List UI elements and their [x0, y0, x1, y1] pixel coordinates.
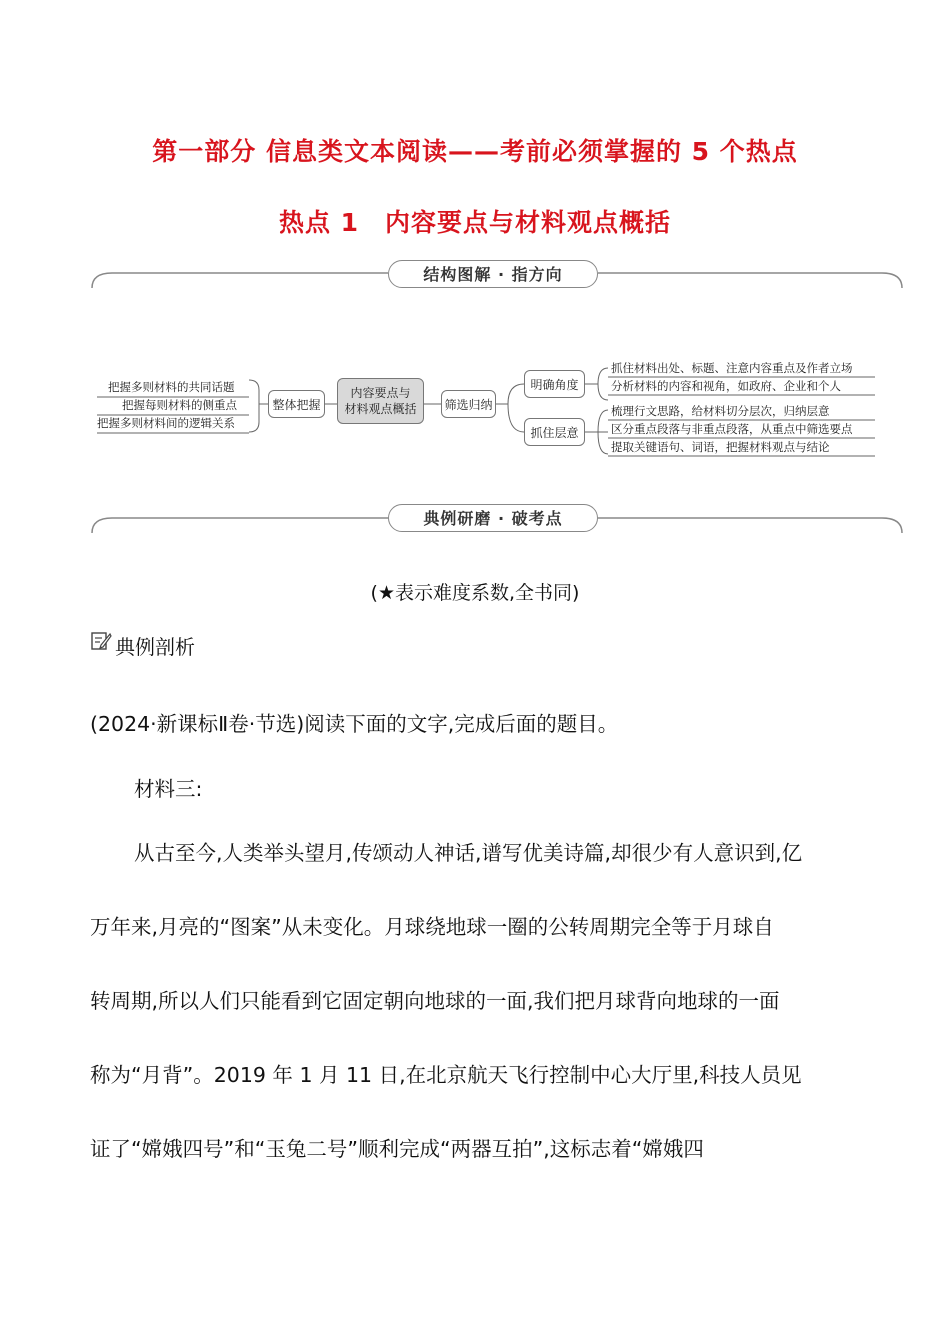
diagram-center-line: 材料观点概括 — [344, 402, 417, 416]
diagram-node-center — [337, 378, 424, 424]
diagram-angle-item: 抓住材料出处、标题、注意内容重点及作者立场 — [611, 361, 853, 375]
source-line: (2024·新课标Ⅱ卷·节选)阅读下面的文字,完成后面的题目。 — [90, 712, 619, 736]
passage-line: 称为“月背”。2019 年 1 月 11 日,在北京航天飞行控制中心大厅里,科技人员见 — [90, 1063, 802, 1087]
examples-section-label: 典例研磨 · 破考点 — [388, 504, 598, 532]
diagram-level-item: 区分重点段落与非重点段落，从重点中筛选要点 — [611, 422, 853, 436]
diagram-left-item: 把握每则材料的侧重点 — [122, 398, 237, 412]
passage-line: 证了“嫦娥四号”和“玉兔二号”顺利完成“两器互拍”,这标志着“嫦娥四 — [90, 1137, 704, 1161]
difficulty-note: (★表示难度系数,全书同) — [370, 582, 580, 604]
diagram-level-item: 提取关键语句、词语，把握材料观点与结论 — [611, 440, 830, 454]
section-subtitle: 热点 1 内容要点与材料观点概括 — [278, 208, 672, 237]
diagram-angle-item: 分析材料的内容和视角，如政府、企业和个人 — [611, 379, 841, 393]
material-label: 材料三: — [134, 777, 203, 801]
diagram-left-item: 把握多则材料间的逻辑关系 — [97, 416, 235, 430]
diagram-center-line: 内容要点与 — [350, 386, 411, 400]
passage-line: 转周期,所以人们只能看到它固定朝向地球的一面,我们把月球背向地球的一面 — [90, 989, 780, 1013]
diagram-left-item: 把握多则材料的共同话题 — [108, 380, 235, 394]
passage-line: 万年来,月亮的“图案”从未变化。月球绕地球一圈的公转周期完全等于月球自 — [90, 915, 774, 939]
passage-line: 从古至今,人类举头望月,传颂动人神话,谱写优美诗篇,却很少有人意识到,亿 — [134, 841, 803, 865]
diagram-node-level: 抓住层意 — [524, 418, 585, 446]
diagram-level-item: 梳理行文思路，给材料切分层次，归纳层意 — [611, 404, 830, 418]
example-heading: 典例剖析 — [115, 635, 195, 659]
diagram-node-filter: 筛选归纳 — [441, 390, 496, 418]
diagram-node-angle: 明确角度 — [524, 370, 585, 398]
structure-section-label: 结构图解 · 指方向 — [388, 260, 598, 288]
pencil-note-icon — [90, 630, 112, 652]
page-title: 第一部分 信息类文本阅读——考前必须掌握的 5 个热点 — [152, 137, 798, 166]
diagram-node-overall: 整体把握 — [268, 390, 325, 418]
